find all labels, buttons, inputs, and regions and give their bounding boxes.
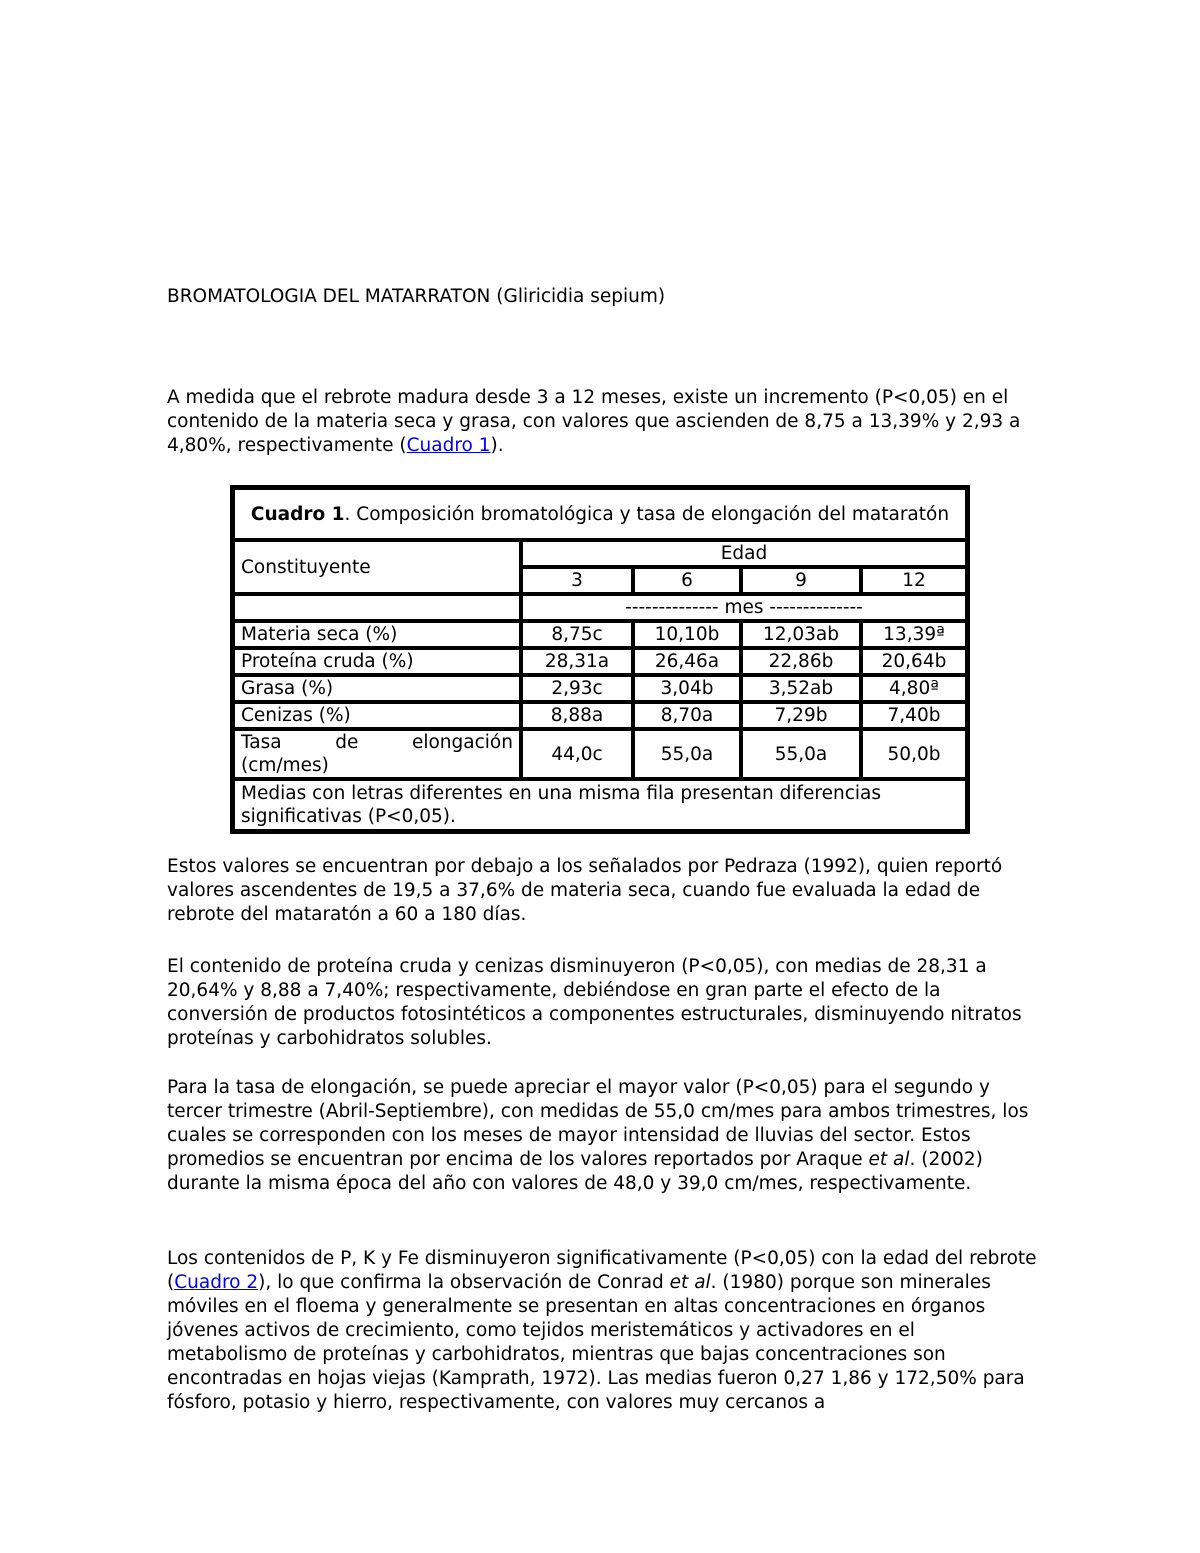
paragraph-minerales-end: . (1980) porque son minerales móviles en el floema y generalmente se presentan en altas concentraciones en órganos jóvenes activos de crecimiento, como tejidos meristemáticos y activadores en el metabolismo de proteínas y carbohidratos, mientras que bajas concentraciones son encontradas en hojas viejas (Kamprath, 1972). Las medias fueron 0,27 1,86 y 172,50% para fósforo, potasio y hierro, respectivamente, con valores muy cercanos a	[167, 1272, 1025, 1413]
paragraph-pedraza: Estos valores se encuentran por debajo a los señalados por Pedraza (1992), quien reportó valores ascendentes de 19,5 a 37,6% de materia seca, cuando fue evaluada la edad de rebrote del mataratón a 60 a 180 días.	[167, 856, 1003, 925]
table-cell: 8,88a	[521, 702, 633, 729]
age-9: 9	[741, 567, 861, 594]
table-caption-row	[233, 488, 967, 540]
paragraph-intro-end: ).	[490, 435, 504, 456]
table-cell: 55,0a	[633, 729, 741, 779]
paragraph-elongacion-end: . (2002) durante la misma época del año con valores de 48,0 y 39,0 cm/mes, respectivamente.	[167, 1149, 983, 1194]
document-title: BROMATOLOGIA DEL MATARRATON (Gliricidia sepium)	[167, 286, 666, 307]
age-6: 6	[633, 567, 741, 594]
table-header-row	[233, 540, 967, 567]
paragraph-elongacion	[167, 1076, 1037, 1196]
table-row-proteina-cruda	[233, 648, 967, 675]
table-unit-row	[233, 594, 967, 621]
table-cell: 50,0b	[861, 729, 967, 779]
table-caption	[233, 488, 967, 540]
table-cell: 20,64b	[861, 648, 967, 675]
table-cell: 55,0a	[741, 729, 861, 779]
table-row-materia-seca	[233, 621, 967, 648]
paragraph-minerales-middle: ), lo que confirma la observación de Conrad	[258, 1272, 670, 1293]
unit-row-label: -------------- mes --------------	[521, 594, 967, 621]
paragraph-minerales	[167, 1247, 1037, 1415]
table-cell: 26,46a	[633, 648, 741, 675]
paragraph-proteina: El contenido de proteína cruda y cenizas disminuyeron (P<0,05), con medias de 28,31 a 20,64% y 8,88 a 7,40%; respectivamente, debiéndose en gran parte el efecto de la conversión de productos fotosintéticos a componentes estructurales, disminuyendo nitratos proteínas y carbohidratos solubles.	[167, 956, 1022, 1049]
header-age: Edad	[521, 540, 967, 567]
paragraph-intro-text: A medida que el rebrote madura desde 3 a 12 meses, existe un incremento (P<0,05) en el contenido de la materia seca y grasa, con valores que ascienden de 8,75 a 13,39% y 2,93 a 4,80%, respectivamente (	[167, 387, 1021, 456]
table-cell: 13,39ª	[861, 621, 967, 648]
unit-row-empty-cell	[233, 594, 521, 621]
table-row-tasa-elongacion	[233, 729, 967, 779]
header-constituent: Constituyente	[233, 540, 521, 594]
table-caption-label: Cuadro 1	[250, 503, 345, 525]
table-cell: 10,10b	[633, 621, 741, 648]
table-cell: 4,80ª	[861, 675, 967, 702]
table-row-grasa	[233, 675, 967, 702]
table-cell: 44,0c	[521, 729, 633, 779]
cuadro-1-table	[230, 485, 970, 834]
table-cell: 2,93c	[521, 675, 633, 702]
row-label: Cenizas (%)	[233, 702, 521, 729]
row-label-tasa-words	[241, 731, 513, 754]
table-row-cenizas	[233, 702, 967, 729]
et-al-italic: et al	[868, 1149, 910, 1170]
table-cell: 8,70a	[633, 702, 741, 729]
cuadro-1-link[interactable]: Cuadro 1	[406, 435, 491, 456]
paragraph-intro	[167, 386, 1037, 458]
age-12: 12	[861, 567, 967, 594]
et-al-italic: et al	[669, 1272, 711, 1293]
row-label: Grasa (%)	[233, 675, 521, 702]
paragraph-minerales-text: Los contenidos de P, K y Fe disminuyeron significativamente (P<0,05) con la edad del rebrote (	[167, 1248, 1037, 1293]
paragraph-elongacion-text: Para la tasa de elongación, se puede apreciar el mayor valor (P<0,05) para el segundo y tercer trimestre (Abril-Septiembre), con medidas de 55,0 cm/mes para ambos trimestres, los cuales se corresponden con los meses de mayor intensidad de lluvias del sector. Estos promedios se encuentran por encima de los valores reportados por Araque	[167, 1077, 1029, 1170]
table-cell: 12,03ab	[741, 621, 861, 648]
row-label: Materia seca (%)	[233, 621, 521, 648]
row-label-tasa-word: elongación	[411, 732, 513, 753]
row-label-tasa	[233, 729, 521, 779]
table-cell: 7,29b	[741, 702, 861, 729]
table-cell: 3,04b	[633, 675, 741, 702]
cuadro-1-table-wrapper	[230, 485, 970, 827]
table-cell: 8,75c	[521, 621, 633, 648]
table-cell: 28,31a	[521, 648, 633, 675]
row-label: Proteína cruda (%)	[233, 648, 521, 675]
row-label-tasa-word: Tasa	[241, 732, 282, 753]
table-note-row	[233, 779, 967, 831]
table-cell: 7,40b	[861, 702, 967, 729]
row-label-tasa-word: de	[335, 732, 359, 753]
table-caption-text: . Composición bromatológica y tasa de elongación del mataratón	[344, 503, 950, 525]
row-label-tasa-unit: (cm/mes)	[241, 755, 329, 776]
table-footnote: Medias con letras diferentes en una misma fila presentan diferencias significativas (P<0,05).	[233, 779, 967, 831]
cuadro-2-link[interactable]: Cuadro 2	[174, 1272, 259, 1293]
table-cell: 22,86b	[741, 648, 861, 675]
age-3: 3	[521, 567, 633, 594]
table-cell: 3,52ab	[741, 675, 861, 702]
